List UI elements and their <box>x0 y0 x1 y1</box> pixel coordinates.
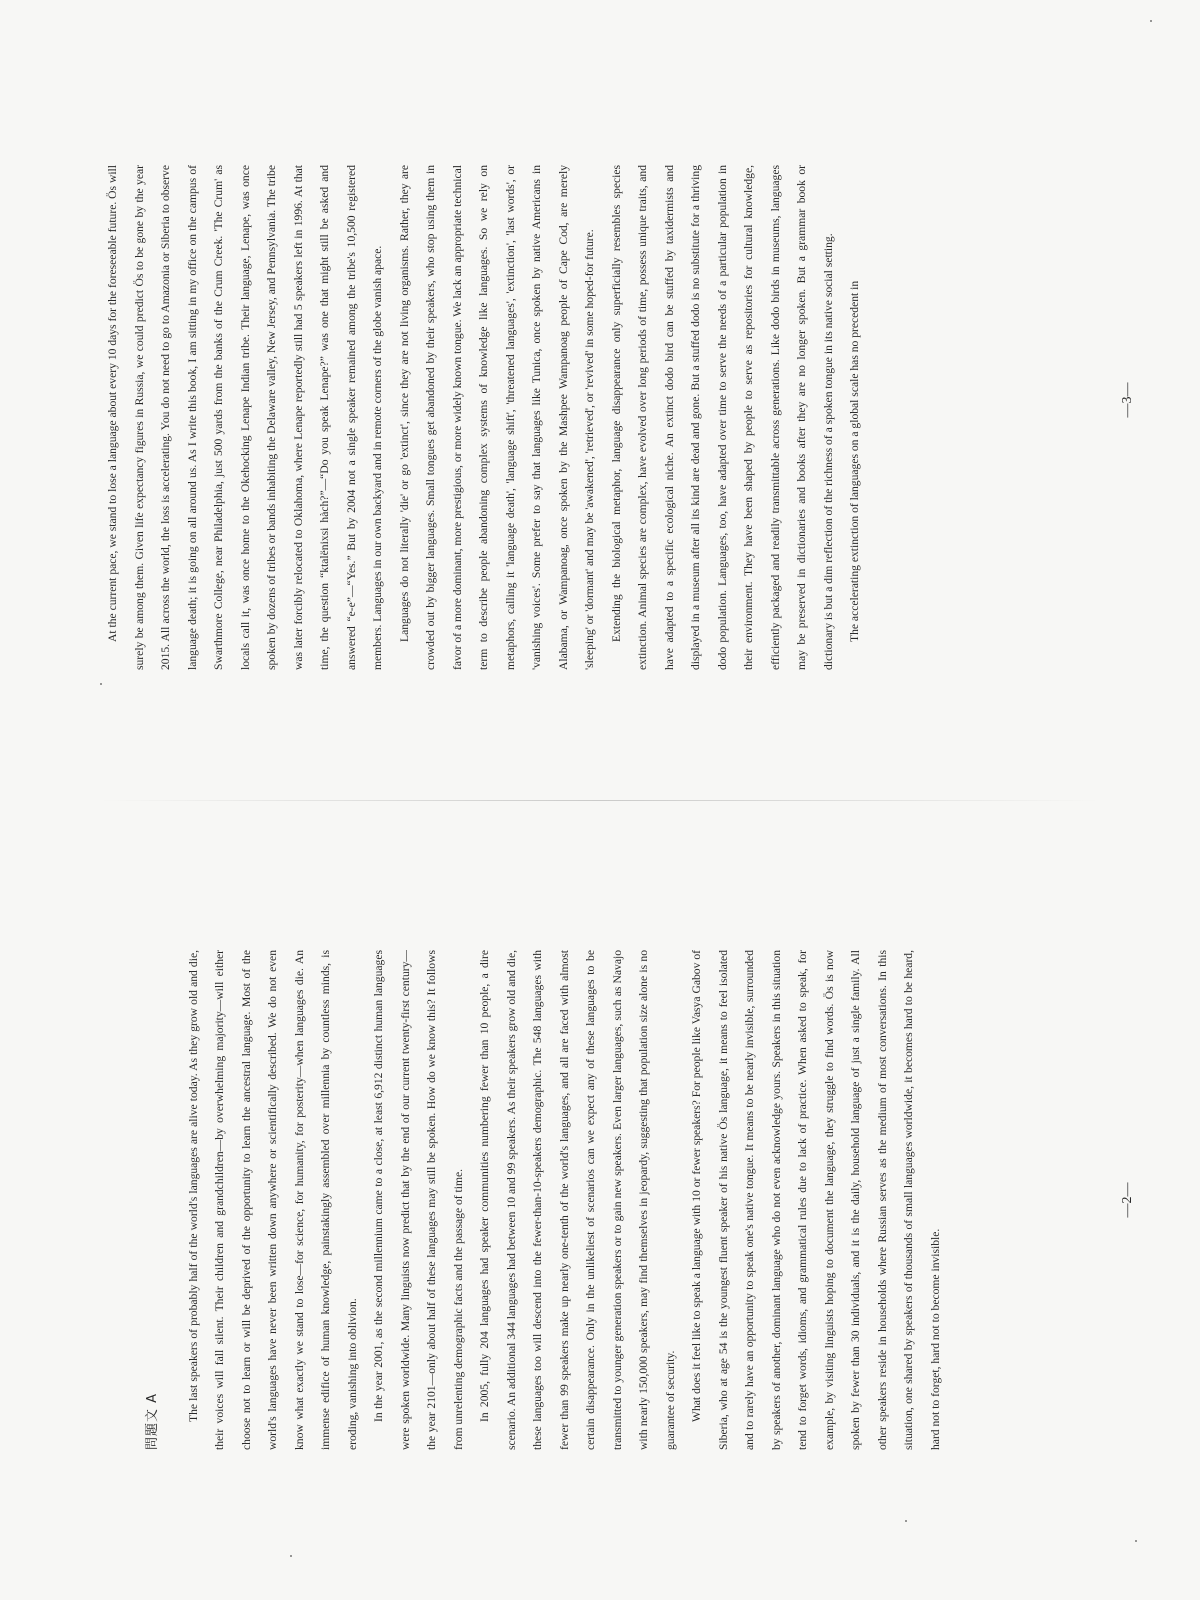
page-number: —3— <box>1120 382 1135 418</box>
paragraph: At the current pace, we stand to lose a language about every 10 days for the foreseeable future. Ös will surely be among them. Given life expectancy figures in Russia, we could predict Ös to be gone by the year 2015. All across the world, the loss is accelerating. You do not need to go to Amazonia or Siberia to observe language death; it is going on all around us. As I write this book, I am sitting in my office on the campus of Swarthmore College, near Philadelphia, just 500 yards from the banks of the Crum Creek. 'The Crum' as locals call it, was once home to the Okehocking Lenape Indian tribe. Their language, Lenape, was once spoken by dozens of tribes or bands inhabiting the Delaware valley, New Jersey, and Pennsylvania. The tribe was later forcibly relocated to Oklahoma, where Lenape reportedly still had 5 speakers left in 1996. At that time, the question “ktalënixsi hàch?”—“Do you speak Lenape?” was one that might still be asked and answered “e-e”—“Yes.” But by 2004 not a single speaker remained among the tribe's 10,500 registered members. Languages in our own backyard and in remote corners of the globe vanish apace. <box>106 165 384 670</box>
right-text-column <box>100 165 869 670</box>
paragraph: Extending the biological metaphor, language disappearance only superficially resembles species extinction. Animal species are complex, have evolved over long periods of time, possess unique traits, and have adapted to a specific ecological niche. An extinct dodo bird can be stuffed by taxidermists and displayed in a museum after all its kind are dead and gone. But a stuffed dodo is no substitute for a thriving dodo population. Languages, too, have adapted over time to serve the needs of a particular population in their environment. They have been shaped by people to serve as repositories for cultural knowledge, efficiently packaged and readily transmittable across generations. Like dodo birds in museums, languages may be preserved in dictionaries and books after they are no longer spoken. But a grammar book or dictionary is but a dim reflection of the richness of a spoken tongue in its native social setting. <box>609 165 835 670</box>
paragraph: The last speakers of probably half of the world's languages are alive today. As they grow old and die, their voices will fall silent. Their children and grandchildren—by overwhelming majority—will either choose not to learn or will be deprived of the opportunity to learn the ancestral language. Most of the world's languages have never been written down anywhere or scientifically described. We do not even know what exactly we stand to lose—for science, for humanity, for posterity—when languages die. An immense edifice of human knowledge, painstakingly assembled over millennia by countless minds, is eroding, vanishing into oblivion. <box>186 950 359 1450</box>
page-fold-line <box>100 800 1100 801</box>
scan-speck <box>1150 20 1152 22</box>
left-page <box>0 800 1200 1600</box>
paragraph: The accelerating extinction of languages on a global scale has no precedent in <box>848 280 861 642</box>
page-number: —2— <box>1120 1182 1135 1218</box>
paragraph: In the year 2001, as the second millennium came to a close, at least 6,912 distinct human languages were spoken worldwide. Many linguists now predict that by the end of our current twenty-first century—the year 2101—only about half of these languages may still be spoken. How do we know this? It follows from unrelenting demographic facts and the passage of time. <box>372 950 465 1450</box>
scan-speck <box>290 1555 292 1557</box>
paragraph: Languages do not literally 'die' or go 'extinct', since they are not living organisms. Rather, they are crowded out by bigger languages. Small tongues get abandoned by their speakers, who stop using them in favor of a more dominant, more prestigious, or more widely known tongue. We lack an appropriate technical term to describe people abandoning complex systems of knowledge like languages. So we rely on metaphors, calling it 'language death', 'language shift', 'threatened languages', 'extinction', 'last words', or 'vanishing voices'. Some prefer to say that languages like Tunica, once spoken by native Americans in Alabama, or Wampanoag, once spoken by the Mashpee Wampanoag people of Cape Cod, are merely 'sleeping' or 'dormant' and may be 'awakened', 'retrieved', or 'revived' in some hoped-for future. <box>397 165 596 670</box>
paragraph: In 2005, fully 204 languages had speaker communities numbering fewer than 10 people, a dire scenario. An additional 344 languages had between 10 and 99 speakers. As their speakers grow old and die, these languages too will descend into the fewer-than-10-speakers demographic. The 548 languages with fewer than 99 speakers make up nearly one-tenth of the world's languages, and all are faced with almost certain disappearance. Only in the unlikeliest of scenarios can we expect any of these languages to be transmitted to younger generation speakers or to gain new speakers. Even larger languages, such as Navajo with nearly 150,000 speakers, may find themselves in jeopardy, suggesting that population size alone is no guarantee of security. <box>478 950 677 1450</box>
scan-speck <box>905 1520 907 1522</box>
scan-speck <box>1135 1540 1137 1542</box>
paragraph: What does it feel like to speak a language with 10 or fewer speakers? For people like Vasya Gabov of Siberia, who at age 54 is the youngest fluent speaker of his native Ös language, it means to feel isolated and to rarely have an opportunity to speak one's native tongue. It means to be nearly invisible, surrounded by speakers of another, dominant language who do not even acknowledge yours. Speakers in this situation tend to forget words, idioms, and grammatical rules due to lack of practice. When asked to speak, for example, by visiting linguists hoping to document the language, they struggle to find words. Ös is now spoken by fewer than 30 individuals, and it is the daily, household language of just a single family. All other speakers reside in households where Russian serves as the medium of most conversations. In this situation, one shared by speakers of thousands of small languages worldwide, it becomes hard to be heard, hard not to forget, hard not to become invisible. <box>690 950 942 1450</box>
passage-label: 問題文 A <box>145 1392 160 1450</box>
scan-speck <box>100 683 102 685</box>
left-text-column <box>140 950 949 1450</box>
